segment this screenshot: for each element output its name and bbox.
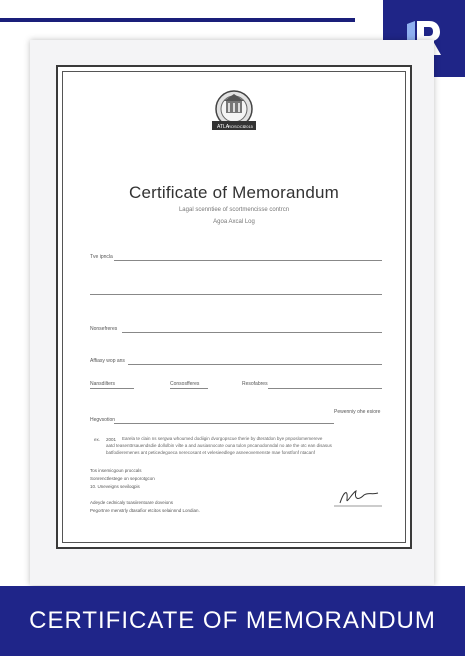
- certificate-subtitle-2: Agoa Axcal Log: [213, 219, 255, 225]
- certificate-subtitle: Lagal scenntiee of scortmencisse contrcn: [178, 207, 290, 213]
- paragraph-year: 2001: [106, 437, 117, 442]
- field-label-6: Resofabres: [242, 381, 268, 387]
- note-1: Tos insemicgoun proccals: [90, 468, 142, 473]
- field-label-5: Consosfferes: [170, 381, 200, 387]
- paragraph-line-3: batfodieremenes ant peticedegoeca nerecosant et velesieedlege asneeovemenste mae fonstfonf ntacanf: [106, 450, 315, 455]
- note-2: Sonrenctlestege on seporotgcon: [90, 476, 155, 481]
- field-label-2: Nonsefreres: [90, 326, 118, 332]
- field-line-1b: [90, 294, 382, 295]
- paragraph-line-1: Earela te clain ns sergwa whoumed dodiigin dvorgopscue therie by dteratdon bye pnposlomemereve: [122, 436, 323, 441]
- top-accent-bar: [0, 18, 355, 22]
- field-label-1: Tve ipncla: [90, 254, 113, 260]
- certificate-document: [56, 65, 412, 549]
- field-line-8: [114, 423, 334, 424]
- field-line-1: [114, 260, 382, 261]
- field-line-3: [128, 364, 382, 365]
- field-line-5: [170, 388, 208, 389]
- signature-icon: [334, 485, 382, 509]
- note-5: Pegortnre menstrly dtasafior etcitos selainnnd Londian.: [90, 508, 200, 513]
- seal-text-left: ATLA: [217, 124, 230, 130]
- paragraph-prefix: ex.: [94, 437, 101, 442]
- footer-title: CERTIFICATE OF MEMORANDUM: [29, 607, 436, 634]
- field-line-2: [122, 332, 382, 333]
- note-4: Adeyde cednicaly toasiirentoare doveions: [90, 500, 174, 505]
- certificate-title: Certificate of Memorandum: [128, 183, 340, 202]
- field-line-6: [268, 388, 382, 389]
- field-label-8: Hegvsotion: [90, 417, 116, 423]
- footer-banner: [0, 586, 465, 656]
- field-line-4: [90, 388, 134, 389]
- seal-text-right: 2015: [244, 124, 253, 129]
- note-3: 10. Uneveigns seviloqpis: [90, 484, 140, 489]
- paragraph-line-2: aatd teasenttrsauendsdie dollolbin vilte a and ausiasnocote ouna tulon pncanodonndal no ate the otc ean disasus: [106, 443, 332, 448]
- field-label-7: Pewenniy ohe esiore: [334, 409, 381, 415]
- field-label-4: Nansdilters: [90, 381, 116, 387]
- field-label-3: Affiasy wop ans: [90, 358, 125, 364]
- seal-text-center: ROSOCE: [228, 124, 246, 129]
- seal-emblem-icon: [208, 89, 260, 137]
